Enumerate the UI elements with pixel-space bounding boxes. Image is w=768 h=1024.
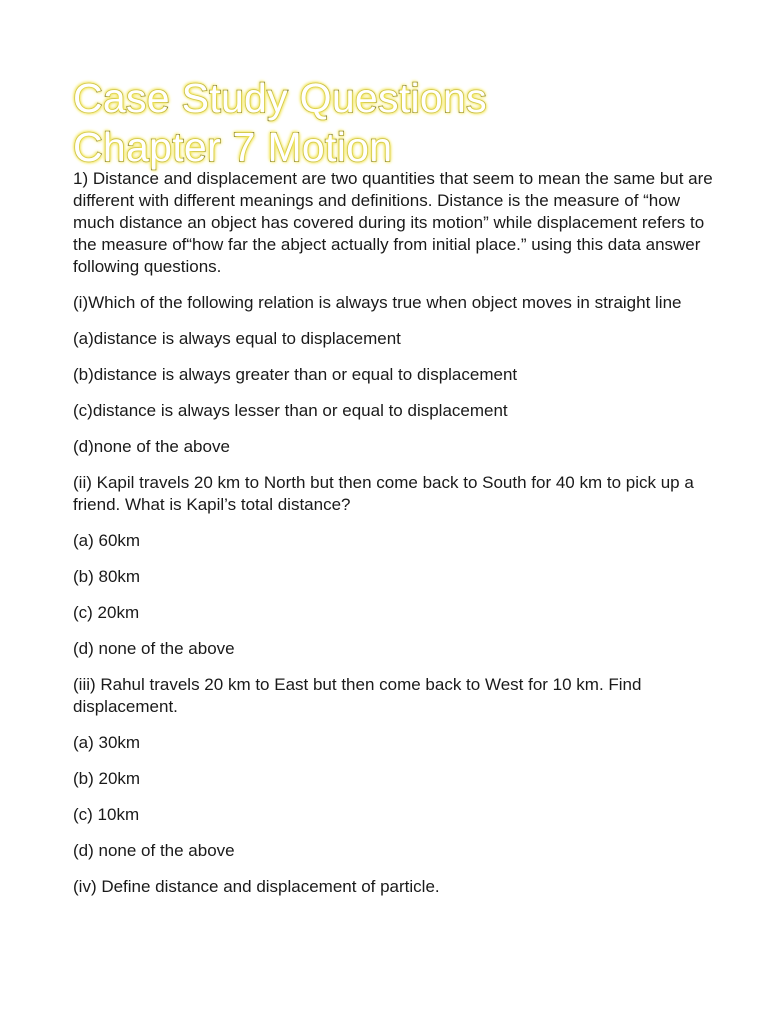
question-3-option-b: (b) 20km [73,769,141,788]
question-2-option-d: (d) none of the above [73,639,235,658]
question-1-option-b: (b)distance is always greater than or equal to displacement [73,365,518,384]
intro-paragraph: 1) Distance and displacement are two quantities that seem to mean the same but are different with different meanings and definitions. Distance is the measure of “how much distance an object has covered during its motion” while displacement refers to the measure of“how far the abject actually from initial place.” using this data answer following questions. [73,169,713,276]
title-line-1: Case Study Questions [73,75,487,121]
title-line-2: Chapter 7 Motion [73,124,393,170]
question-1-option-c: (c)distance is always lesser than or equal to displacement [73,401,508,420]
question-3-option-c: (c) 10km [73,805,140,824]
question-3: (iii) Rahul travels 20 km to East but then come back to West for 10 km. Find displacement. [73,675,642,716]
question-3-option-d: (d) none of the above [73,841,235,860]
page-title [73,74,713,172]
question-4: (iv) Define distance and displacement of particle. [73,877,440,896]
question-2-option-a: (a) 60km [73,531,141,550]
question-1: (i)Which of the following relation is always true when object moves in straight line [73,293,682,312]
question-3-option-a: (a) 30km [73,733,141,752]
question-1-option-a: (a)distance is always equal to displacement [73,329,401,348]
question-2-option-b: (b) 80km [73,567,141,586]
question-1-option-d: (d)none of the above [73,437,230,456]
question-2-option-c: (c) 20km [73,603,140,622]
document-page [73,74,713,912]
question-2: (ii) Kapil travels 20 km to North but then come back to South for 40 km to pick up a friend. What is Kapil’s total distance? [73,473,694,514]
document-body [73,168,713,898]
